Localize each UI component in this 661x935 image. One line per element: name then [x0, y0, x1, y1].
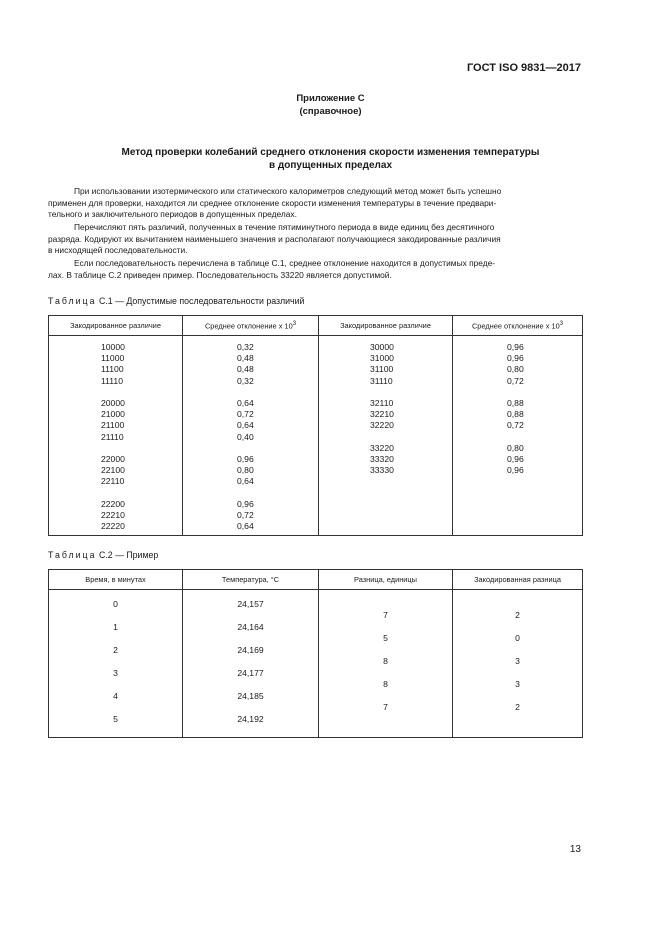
t1-cell-deviation: 0,96 [507, 342, 524, 352]
t1-cell-deviation: 0,48 [237, 364, 254, 375]
annex-heading [0, 92, 661, 118]
t1-cell-deviation: 0,96 [237, 498, 254, 509]
t1-cell-coded: 22110 [101, 476, 125, 487]
t1-cell-deviation: 0,96 [507, 465, 524, 476]
paragraph-3 [48, 258, 584, 281]
t1-cell-deviation: 0,88 [507, 409, 524, 420]
t1-cell-deviation: 0,72 [237, 409, 254, 420]
p1-line1: При использовании изотермического или статического калориметров следующий метод может быть успешно [74, 186, 502, 196]
t1-cell-coded: 33320 [370, 453, 394, 464]
section-title [0, 146, 661, 172]
t2-header-coded: Закодированная разница [453, 570, 583, 590]
t2-cell-time: 5 [113, 714, 118, 724]
t1-header-1: Закодированное различие [49, 316, 183, 336]
p1-line2: применен для проверки, находится ли среднее отклонение скорости изменения температуры в течение предвари- [48, 197, 497, 208]
t1-cell-coded: 33220 [370, 442, 394, 453]
t2-col-coded [453, 590, 583, 738]
t2-cell-time: 1 [113, 622, 118, 632]
paragraph-1 [48, 186, 584, 221]
t2-cell-coded: 2 [515, 702, 520, 712]
t1-cell-deviation: 0,48 [237, 353, 254, 364]
t1-cell-deviation: 0,64 [237, 476, 254, 487]
p1-line3: тельного и заключительного периодов в допущенных пределах. [48, 209, 297, 220]
t1-cell-deviation: 0,32 [237, 375, 254, 386]
t1-cell-coded: 22100 [101, 465, 125, 476]
t1-cell-deviation: 0,88 [507, 397, 524, 408]
paragraph-2 [48, 222, 584, 257]
t1-col-coded-1 [49, 336, 183, 536]
t2-cell-temperature: 24,157 [237, 599, 264, 609]
t1-cell-deviation: 0,96 [237, 453, 254, 464]
t1-cell-coded [101, 387, 182, 398]
t2-cell-difference: 5 [383, 633, 388, 643]
t2-cell-time: 4 [113, 691, 118, 701]
t1-cell-deviation [237, 443, 318, 454]
t1-cell-coded: 22210 [101, 509, 125, 520]
t1-cell-coded: 20000 [101, 397, 125, 408]
t1-cell-deviation: 0,80 [507, 364, 524, 375]
t1-cell-coded: 11110 [101, 375, 123, 386]
t2-cell-difference: 8 [383, 656, 388, 666]
p2-line1: Перечисляют пять различий, полученных в течение пятиминутного периода в виде единиц без десятичного [74, 222, 495, 232]
t2-header-temperature: Температура, °С [183, 570, 319, 590]
t1-col-dev-1 [183, 336, 319, 536]
t1-cell-deviation: 0,72 [507, 375, 524, 386]
table2-caption-text: С.2 — Пример [98, 550, 159, 560]
t1-cell-coded: 10000 [101, 342, 125, 352]
t2-header-time: Время, в минутах [49, 570, 183, 590]
t1-cell-deviation: 0,32 [237, 342, 254, 352]
t1-cell-coded [370, 432, 452, 443]
t1-cell-deviation [237, 487, 318, 498]
annex-note: (справочное) [299, 106, 362, 117]
p2-line2: разряда. Кодируют их вычитанием наименьшего значения и располагают получающиеся закодированные различия [48, 233, 501, 244]
t1-cell-deviation: 0,80 [507, 442, 524, 453]
t1-cell-coded [101, 443, 182, 454]
t1-cell-coded: 22000 [101, 453, 125, 464]
t2-cell-difference: 7 [383, 702, 388, 712]
table-c2 [48, 569, 583, 738]
t1-cell-coded: 11000 [101, 353, 125, 364]
t1-cell-coded: 32210 [370, 409, 394, 420]
t1-header-2: Среднее отклонение х $10^3$ [183, 316, 319, 336]
t1-cell-coded: 30000 [370, 342, 394, 352]
t2-cell-time: 2 [113, 645, 118, 655]
t2-cell-temperature: 24,177 [237, 668, 264, 678]
t2-col-temperature [183, 590, 319, 738]
t1-cell-coded: 22200 [101, 498, 125, 509]
section-title-line2: в допущенных пределах [268, 160, 393, 171]
t1-cell-coded: 31000 [370, 353, 394, 364]
t2-cell-difference: 8 [383, 679, 388, 689]
t1-cell-coded [101, 487, 182, 498]
t1-cell-coded [370, 387, 452, 398]
t1-cell-deviation [507, 432, 582, 443]
t1-cell-coded: 21100 [101, 420, 125, 431]
table1-caption [48, 296, 304, 306]
t2-header-difference: Разница, единицы [319, 570, 453, 590]
t1-cell-coded: 21000 [101, 409, 125, 420]
t2-cell-temperature: 24,164 [237, 622, 264, 632]
table1-caption-text: С.1 — Допустимые последовательности различий [98, 296, 305, 306]
t1-cell-deviation: 0,64 [237, 521, 254, 531]
t2-cell-coded: 3 [515, 679, 520, 689]
t2-cell-coded: 0 [515, 633, 520, 643]
t1-cell-deviation: 0,72 [507, 420, 524, 431]
t2-cell-temperature: 24,192 [237, 714, 264, 724]
standard-header: ГОСТ ISO 9831—2017 [466, 62, 581, 74]
t2-col-time [49, 590, 183, 738]
t1-cell-coded: 21110 [101, 431, 124, 442]
annex-title: Приложение С [296, 93, 365, 104]
t2-cell-temperature: 24,169 [237, 645, 264, 655]
t1-header-4: Среднее отклонение х $10^3$ [453, 316, 583, 336]
t1-cell-coded: 32220 [370, 420, 394, 431]
table1-caption-prefix: Таблица [48, 296, 97, 306]
t2-cell-difference: 7 [383, 610, 388, 620]
t1-col-dev-2 [453, 336, 583, 536]
t1-cell-deviation: 0,80 [237, 465, 254, 476]
t1-cell-deviation: 0,72 [237, 509, 254, 520]
t1-cell-coded: 22220 [101, 521, 125, 531]
p3-line1: Если последовательность перечислена в таблице С.1, среднее отклонение находится в допустимых преде- [74, 258, 496, 268]
t1-cell-coded: 11100 [101, 364, 124, 375]
t1-cell-coded: 32110 [370, 397, 394, 408]
table-c1 [48, 315, 583, 536]
t2-cell-coded: 3 [515, 656, 520, 666]
t2-cell-time: 3 [113, 668, 118, 678]
t1-cell-coded: 31110 [370, 375, 393, 386]
t2-cell-coded: 2 [515, 610, 520, 620]
t1-cell-deviation: 0,64 [237, 420, 254, 431]
section-title-line1: Метод проверки колебаний среднего отклонения скорости изменения температуры [121, 147, 540, 158]
t1-cell-coded: 33330 [370, 465, 394, 476]
t1-header-3: Закодированное различие [319, 316, 453, 336]
page-number: 13 [569, 844, 581, 855]
t2-cell-temperature: 24,185 [237, 691, 264, 701]
t1-cell-deviation: 0,96 [507, 353, 524, 364]
t1-cell-deviation: 0,40 [237, 431, 254, 442]
p2-line3: в нисходящей последовательности. [48, 245, 188, 256]
table2-caption [48, 550, 158, 560]
t1-col-coded-2 [319, 336, 453, 536]
t2-cell-time: 0 [113, 599, 118, 609]
t1-cell-deviation: 0,96 [507, 453, 524, 464]
table2-caption-prefix: Таблица [48, 550, 97, 560]
t2-col-difference [319, 590, 453, 738]
t1-cell-coded: 31100 [370, 364, 394, 375]
t1-cell-deviation [237, 387, 318, 398]
p3-line2: лах. В таблице С.2 приведен пример. Последовательность 33220 является допустимой. [48, 269, 392, 280]
t1-cell-deviation: 0,64 [237, 397, 254, 408]
t1-cell-deviation [507, 387, 582, 398]
